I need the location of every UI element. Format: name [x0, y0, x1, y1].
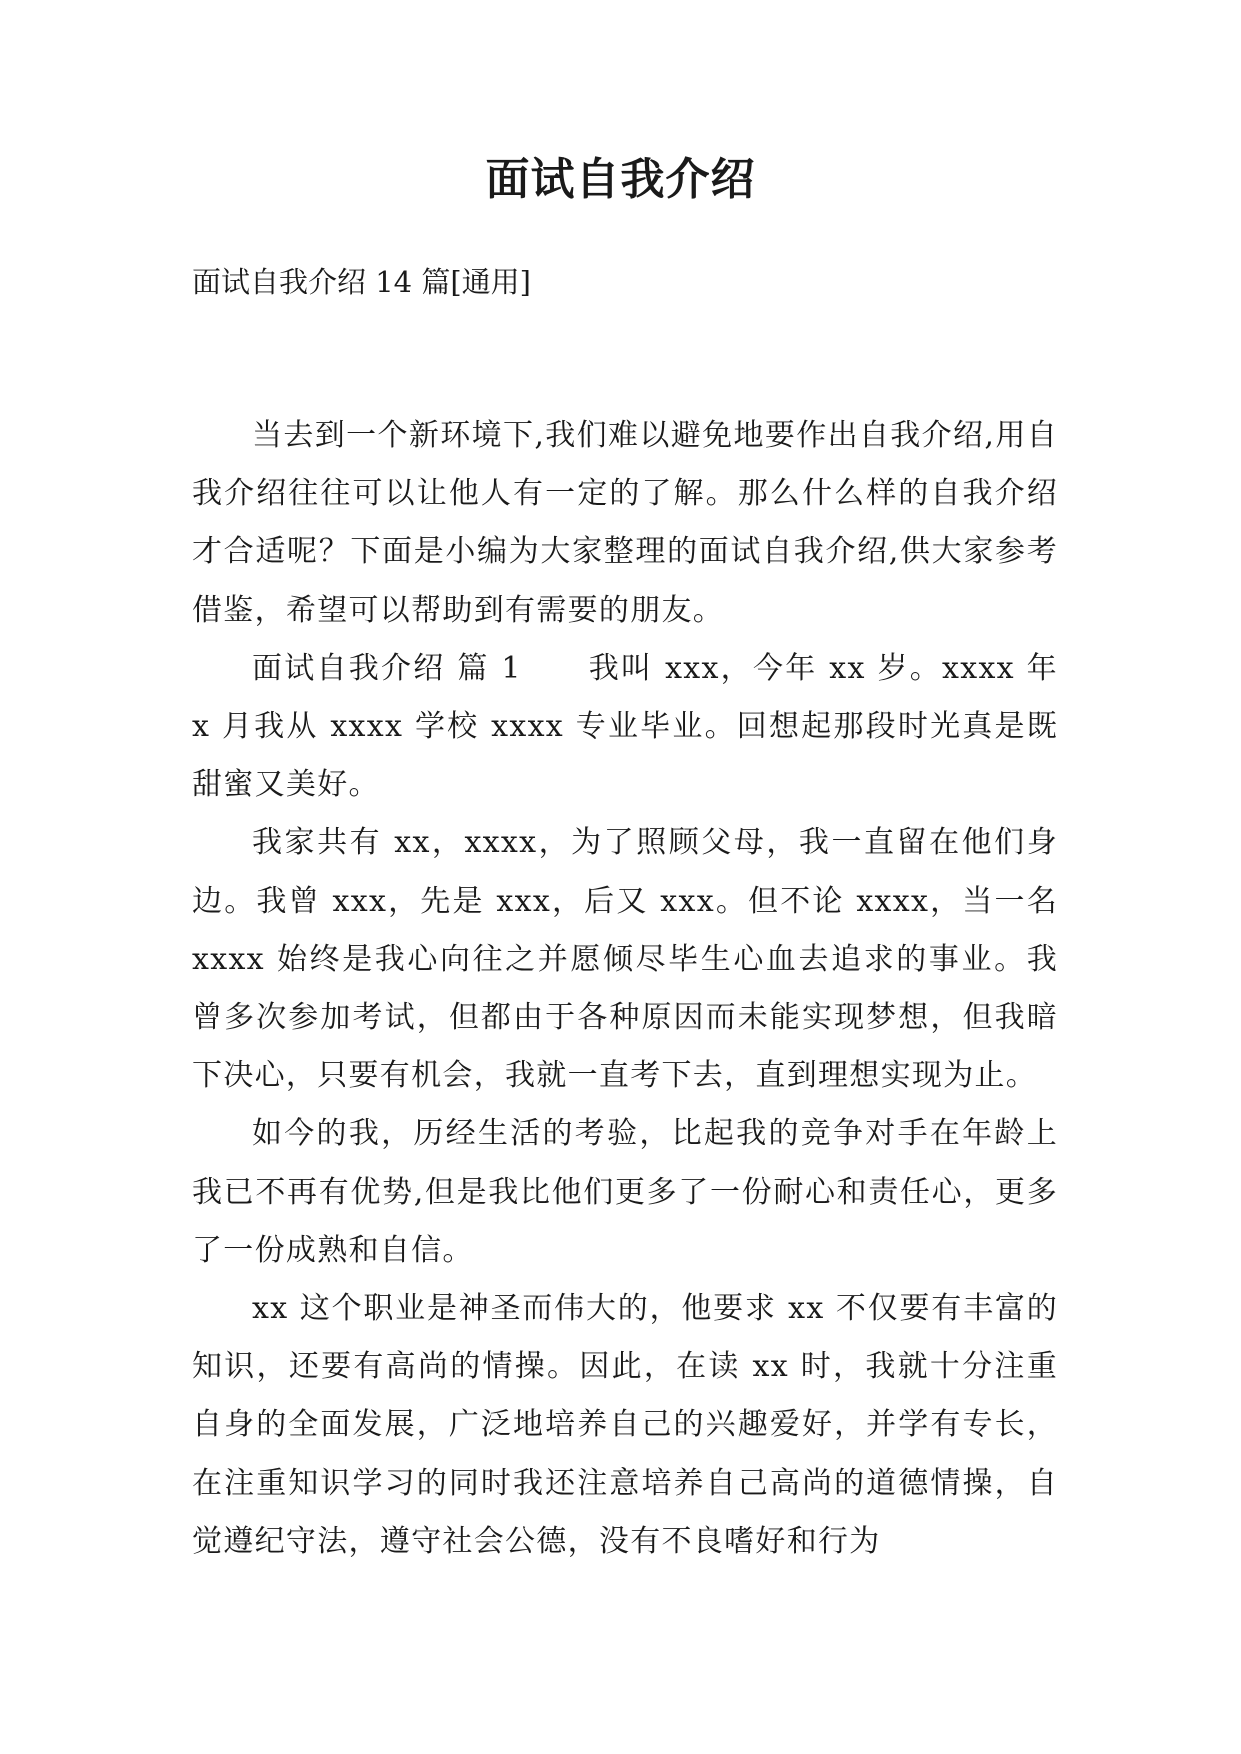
- document-subtitle: 面试自我介绍 14 篇[通用]: [192, 265, 531, 299]
- intro-paragraph: 当去到一个新环境下,我们难以避免地要作出自我介绍,用自我介绍往往可以让他人有一定的了解。那么什么样的自我介绍才合适呢？下面是小编为大家整理的面试自我介绍,供大家参考借鉴，希望可以帮助到有需要的朋友。: [192, 418, 1058, 628]
- document-title: 面试自我介绍: [485, 154, 756, 205]
- section-1-paragraph: [192, 640, 1058, 815]
- paragraph-experience: 如今的我，历经生活的考验，比起我的竞争对手在年龄上我已不再有优势,但是我比他们更多了一份耐心和责任心，更多了一份成熟和自信。: [192, 1116, 1058, 1268]
- section-1-text: 我叫 xxx，今年 xx 岁。xxxx 年 x 月我从 xxxx 学校 xxxx 专业毕业。回想起那段时光真是既甜蜜又美好。: [192, 650, 1058, 803]
- paragraph-profession: xx 这个职业是神圣而伟大的，他要求 xx 不仅要有丰富的知识，还要有高尚的情操。因此，在读 xx 时，我就十分注重自身的全面发展，广泛地培养自己的兴趣爱好，并学有专长，在注重知识学习的同时我还注意培养自己高尚的道德情操，自觉遵纪守法，遵守社会公德，没有不良嗜好和行为: [192, 1291, 1058, 1559]
- paragraph-family: 我家共有 xx，xxxx，为了照顾父母，我一直留在他们身边。我曾 xxx，先是 xxx，后又 xxx。但不论 xxxx，当一名 xxxx 始终是我心向往之并愿倾尽毕生心血去追求的事业。我曾多次参加考试，但都由于各种原因而未能实现梦想，但我暗下决心，只要有机会，我就一直考下去，直到理想实现为止。: [192, 825, 1058, 1094]
- section-1-heading: 面试自我介绍 篇 1: [252, 650, 522, 686]
- document-body: [192, 407, 1058, 1571]
